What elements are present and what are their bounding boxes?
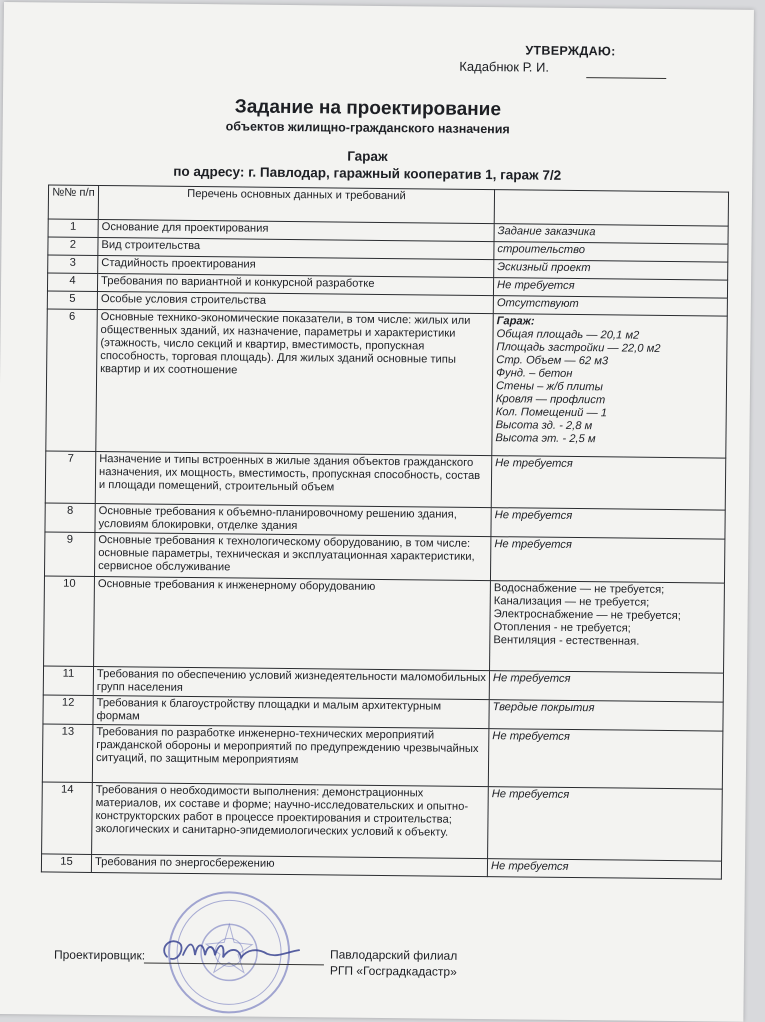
table-row <box>42 782 723 861</box>
row-value-line: Отсутствуют <box>496 297 579 311</box>
row-value-line: Не требуется <box>490 860 569 873</box>
row-value-line: Кол. Помещений — 1 <box>495 406 608 420</box>
row-value-line: Площадь застройки — 22,0 м2 <box>496 341 661 355</box>
table-row <box>45 451 726 510</box>
row-value-line: Твердые покрытия <box>492 701 595 715</box>
org-line-1: Павлодарский филиал <box>329 947 458 963</box>
row-number: 13 <box>42 724 93 783</box>
document-title: Задание на проектирование <box>234 96 502 121</box>
row-value <box>487 859 721 879</box>
approver-signature-line <box>586 77 666 79</box>
row-requirement: Требования к благоустройству площадки и малым архитектурным формам <box>93 695 489 728</box>
document-page <box>0 2 754 1022</box>
row-value-line: Не требуется <box>494 538 572 551</box>
row-value-line: Не требуется <box>496 279 575 292</box>
row-number: 4 <box>47 273 97 292</box>
row-requirement: Вид строительства <box>98 237 494 259</box>
row-value-line: Эскизный проект <box>497 261 591 275</box>
row-requirement: Стадийность проектирования <box>98 255 494 277</box>
row-number: 1 <box>48 219 98 238</box>
table-body <box>41 219 728 879</box>
row-number: 2 <box>48 237 98 256</box>
row-number: 5 <box>47 291 97 310</box>
row-number: 7 <box>45 451 96 504</box>
document-subtitle: объектов жилищно-гражданского назначения <box>225 119 510 137</box>
org-line-2: РГП «Госградкадастр» <box>329 963 457 979</box>
row-number: 8 <box>45 503 95 533</box>
row-value-line: Отопления - не требуется; <box>493 621 631 635</box>
row-value-line: Не требуется <box>494 509 573 522</box>
row-value-line: Электроснабжение — не требуется; <box>493 608 681 623</box>
row-value-line: Задание заказчика <box>497 225 596 239</box>
row-number: 15 <box>41 854 91 873</box>
row-value-line: Не требуется <box>495 457 573 470</box>
row-value-line: Канализация — не требуется; <box>493 595 650 609</box>
object-address: по адресу: г. Павлодар, гаражный кооператив 1, гараж 7/2 <box>173 163 562 183</box>
row-value-line: Фунд. – бетон <box>496 367 573 380</box>
row-value <box>488 729 723 789</box>
row-requirement: Требования по энергосбережению <box>91 854 487 876</box>
designer-label: Проектировщик: <box>53 947 146 963</box>
row-number: 14 <box>42 782 93 855</box>
table-row <box>42 724 723 789</box>
row-value <box>491 508 725 539</box>
table-row <box>46 309 727 458</box>
row-value-line: Вентиляция - естественная. <box>493 634 640 648</box>
row-value-line: Общая площадь — 20,1 м2 <box>496 328 640 342</box>
row-value-line: Не требуется <box>491 788 570 801</box>
row-requirement: Основные требования к технологическому оборудованию, в том числе: основные параметры, техническая и эксплуатационная характеристики, сервисное обслуживание <box>94 532 490 580</box>
row-requirement: Основание для проектирования <box>98 219 494 241</box>
row-requirement: Требования по вариантной и конкурсной разработке <box>97 273 493 295</box>
row-value-line: Высота зд. - 2,8 м <box>495 419 593 433</box>
row-value <box>491 456 726 510</box>
row-value-line: Не требуется <box>492 672 571 685</box>
requirements-table <box>41 184 729 879</box>
row-requirement: Основные требования к инженерному оборудованию <box>94 576 491 670</box>
row-requirement: Требования по обеспечению условий жизнедеятельности маломобильных групп населения <box>93 666 489 699</box>
row-value <box>489 671 723 702</box>
row-value <box>488 787 723 861</box>
row-value <box>490 537 724 583</box>
designer-signature <box>149 929 309 976</box>
header-value <box>494 190 728 226</box>
row-value <box>489 700 723 731</box>
table-row <box>44 576 725 673</box>
row-value <box>492 314 727 458</box>
row-value-line: Не требуется <box>492 730 570 743</box>
object-name: Гараж <box>347 148 388 165</box>
row-value-line: строительство <box>497 243 586 257</box>
row-requirement: Требования о необходимости выполнения: демонстрационных материалов, их составе и форме; научно-исследовательских и опытно-конструкторских работ в процессе проектирования и строительства; экологических и санитарно-эпидемиологических условий к объекту. <box>92 782 489 858</box>
row-number: 9 <box>44 532 94 577</box>
row-value-line: Стены – ж/б плиты <box>495 380 603 394</box>
row-requirement: Основные требования к объемно-планировочному решению здания, условиям блокировки, отделке здания <box>95 503 491 536</box>
header-text: Перечень основных данных и требований <box>98 186 494 224</box>
row-requirement: Особые условия строительства <box>97 291 493 313</box>
row-value-line: Водоснабжение — не требуется; <box>493 582 665 596</box>
row-number: 10 <box>44 576 95 667</box>
row-requirement: Основные технико-экономические показатели, в том числе: жилых или общественных зданий, их назначение, параметры и характеристики (этажность, число секций и квартир, вместимость, пропускная способность, торговая площадь). Для жилых зданий основные типы квартир и их соотношение <box>96 309 493 455</box>
row-requirement: Требования по разработке инженерно-технических мероприятий гражданской обороны и мероприятий по предупреждению чрезвычайных ситуаций, по защитным мероприятиям <box>92 724 489 786</box>
row-value-line: Стр. Объем — 62 м3 <box>496 354 609 368</box>
header-num: №№ п/п <box>48 185 98 220</box>
row-requirement: Назначение и типы встроенных в жилые здания объектов гражданского назначения, их мощность, вместимость, пропускная способность, состав и площади помещений, строительный объем <box>95 451 492 507</box>
row-number: 6 <box>46 309 97 452</box>
row-value-line: Высота эт. - 2,5 м <box>495 432 596 446</box>
row-value-heading: Гараж: <box>496 315 535 328</box>
row-number: 12 <box>43 695 93 725</box>
row-number: 11 <box>43 666 93 696</box>
row-value-line: Кровля — профлист <box>495 393 606 407</box>
row-number: 3 <box>48 255 98 274</box>
approve-title: УТВЕРЖДАЮ: <box>525 43 616 59</box>
designer-organization <box>330 946 458 979</box>
table-row <box>44 532 724 583</box>
row-value <box>490 581 725 673</box>
approver-name: Кадабнюк Р. И. <box>459 58 550 75</box>
